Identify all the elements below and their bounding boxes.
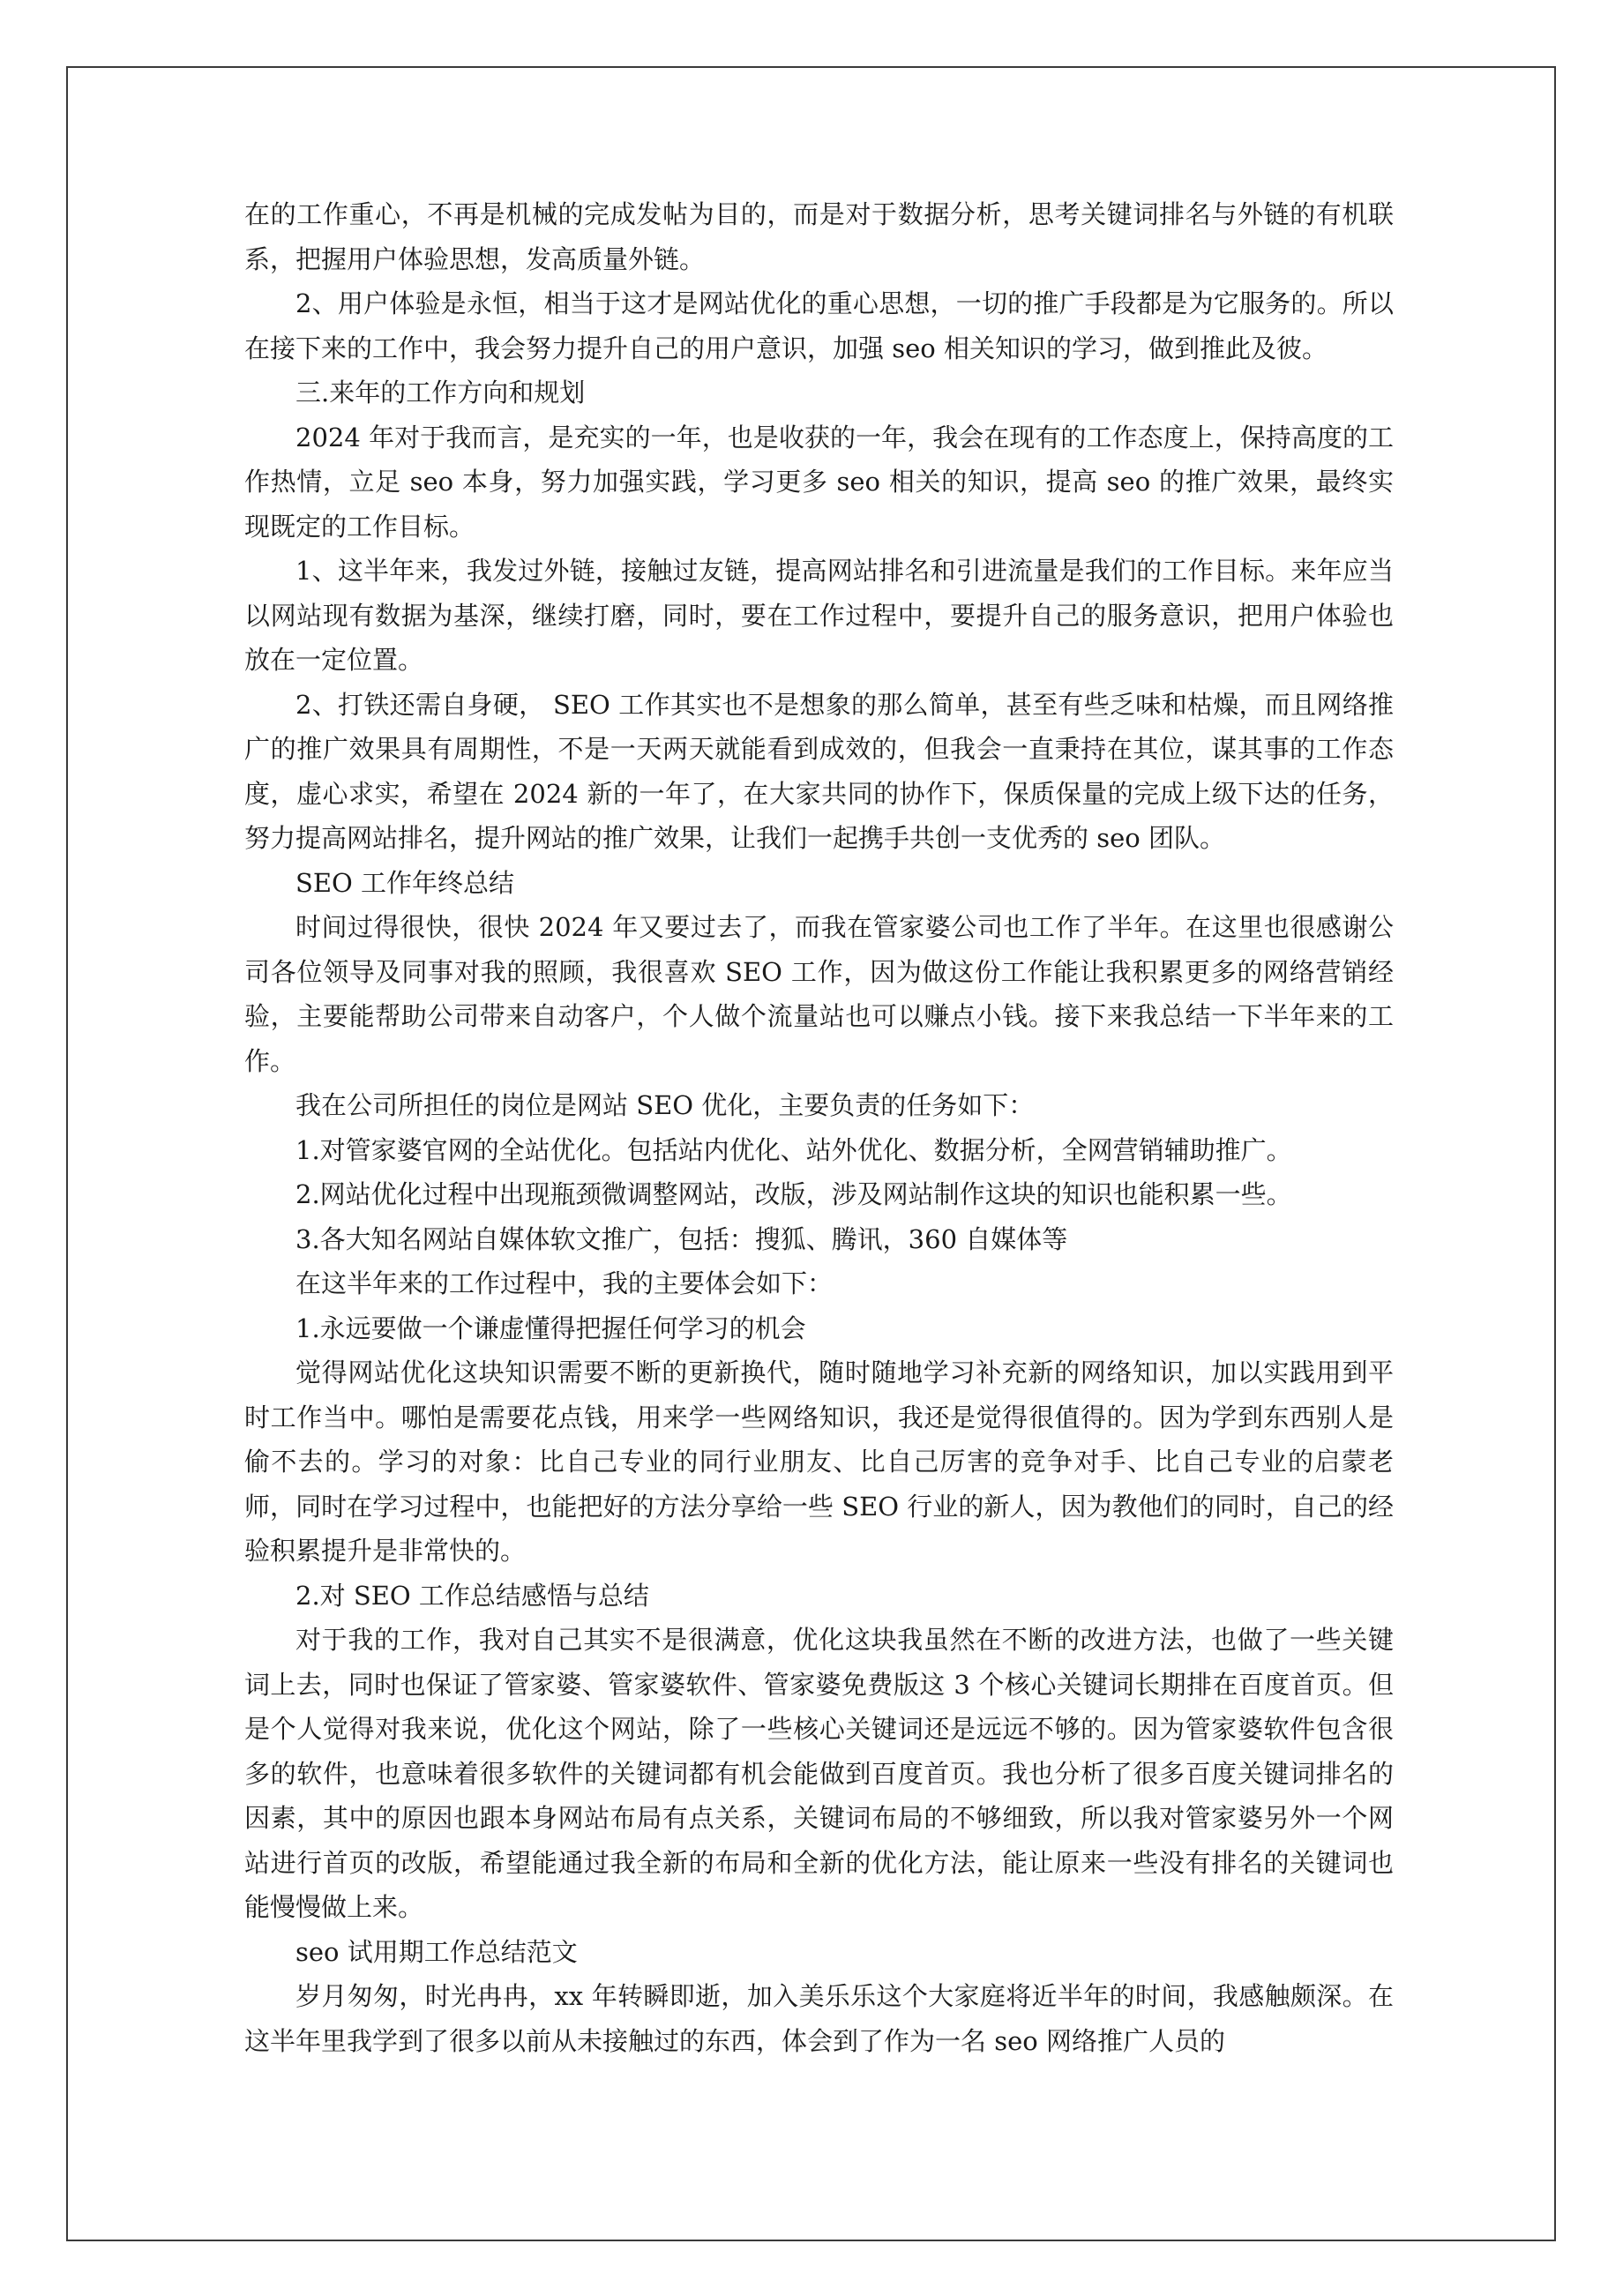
paragraph: 1、这半年来，我发过外链，接触过友链，提高网站排名和引进流量是我们的工作目标。来年应当以网站现有数据为基深，继续打磨，同时，要在工作过程中，要提升自己的服务意识，把用户体验也放在一定位置。 (244, 556, 1394, 675)
paragraph: 三.来年的工作方向和规划 (295, 378, 586, 408)
paragraph: 在的工作重心，不再是机械的完成发帖为目的，而是对于数据分析，思考关键词排名与外链的有机联系，把握用户体验思想，发高质量外链。 (244, 199, 1394, 274)
paragraph: 时间过得很快，很快 2024 年又要过去了，而我在管家婆公司也工作了半年。在这里也很感谢公司各位领导及同事对我的照顾，我很喜欢 SEO 工作，因为做这份工作能让我积累更多的网络营销经验，主要能帮助公司带来自动客户，个人做个流量站也可以赚点小钱。接下来我总结一下半年来的工作。 (244, 912, 1394, 1076)
paragraph: 觉得网站优化这块知识需要不断的更新换代，随时随地学习补充新的网络知识，加以实践用到平时工作当中。哪怕是需要花点钱，用来学一些网络知识，我还是觉得很值得的。因为学到东西别人是偷不去的。学习的对象：比自己专业的同行业朋友、比自己厉害的竞争对手、比自己专业的启蒙老师，同时在学习过程中，也能把好的方法分享给一些 SEO 行业的新人，因为教他们的同时，自己的经验积累提升是非常快的。 (244, 1357, 1394, 1566)
paragraph: 2、用户体验是永恒，相当于这才是网站优化的重心思想，一切的推广手段都是为它服务的。所以在接下来的工作中，我会努力提升自己的用户意识，加强 seo 相关知识的学习，做到推此及彼。 (244, 288, 1394, 363)
paragraph: 我在公司所担任的岗位是网站 SEO 优化，主要负责的任务如下： (295, 1090, 1035, 1120)
paragraph: 2、打铁还需自身硬， SEO 工作其实也不是想象的那么简单，甚至有些乏味和枯燥，而且网络推广的推广效果具有周期性，不是一天两天就能看到成效的，但我会一直秉持在其位，谋其事的工作态度，虚心求实，希望在 2024 新的一年了，在大家共同的协作下，保质保量的完成上级下达的任务，努力提高网站排名，提升网站的推广效果，让我们一起携手共创一支优秀的 seo 团队。 (244, 689, 1394, 853)
paragraph: 2024 年对于我而言，是充实的一年，也是收获的一年，我会在现有的工作态度上，保持高度的工作热情，立足 seo 本身，努力加强实践，学习更多 seo 相关的知识，提高 seo 的推广效果，最终实现既定的工作目标。 (244, 422, 1394, 542)
paragraph: 在这半年来的工作过程中，我的主要体会如下： (295, 1268, 834, 1298)
paragraph: 2.对 SEO 工作总结感悟与总结 (295, 1580, 649, 1611)
paragraph: seo 试用期工作总结范文 (295, 1936, 578, 1967)
paragraph: 1.永远要做一个谦虚懂得把握任何学习的机会 (295, 1313, 806, 1343)
paragraph: 3.各大知名网站自媒体软文推广，包括：搜狐、腾讯，360 自媒体等 (295, 1223, 1068, 1254)
paragraph: 2.网站优化过程中出现瓶颈微调整网站，改版，涉及网站制作这块的知识也能积累一些。 (295, 1179, 1292, 1209)
paragraph: 1.对管家婆官网的全站优化。包括站内优化、站外优化、数据分析，全网营销辅助推广。 (295, 1134, 1292, 1165)
paragraph: 岁月匆匆，时光冉冉，xx 年转瞬即逝，加入美乐乐这个大家庭将近半年的时间，我感触颇深。在这半年里我学到了很多以前从未接触过的东西，体会到了作为一名 seo 网络推广人员的 (244, 1981, 1394, 2056)
document-body (244, 192, 1394, 2063)
paragraph: SEO 工作年终总结 (295, 867, 515, 898)
paragraph: 对于我的工作，我对自己其实不是很满意，优化这块我虽然在不断的改进方法，也做了一些关键词上去，同时也保证了管家婆、管家婆软件、管家婆免费版这 3 个核心关键词长期排在百度首页。但是个人觉得对我来说，优化这个网站，除了一些核心关键词还是远远不够的。因为管家婆软件包含很多的软件，也意味着很多软件的关键词都有机会能做到百度首页。我也分析了很多百度关键词排名的因素，其中的原因也跟本身网站布局有点关系，关键词布局的不够细致，所以我对管家婆另外一个网站进行首页的改版，希望能通过我全新的布局和全新的优化方法，能让原来一些没有排名的关键词也能慢慢做上来。 (244, 1625, 1394, 1922)
